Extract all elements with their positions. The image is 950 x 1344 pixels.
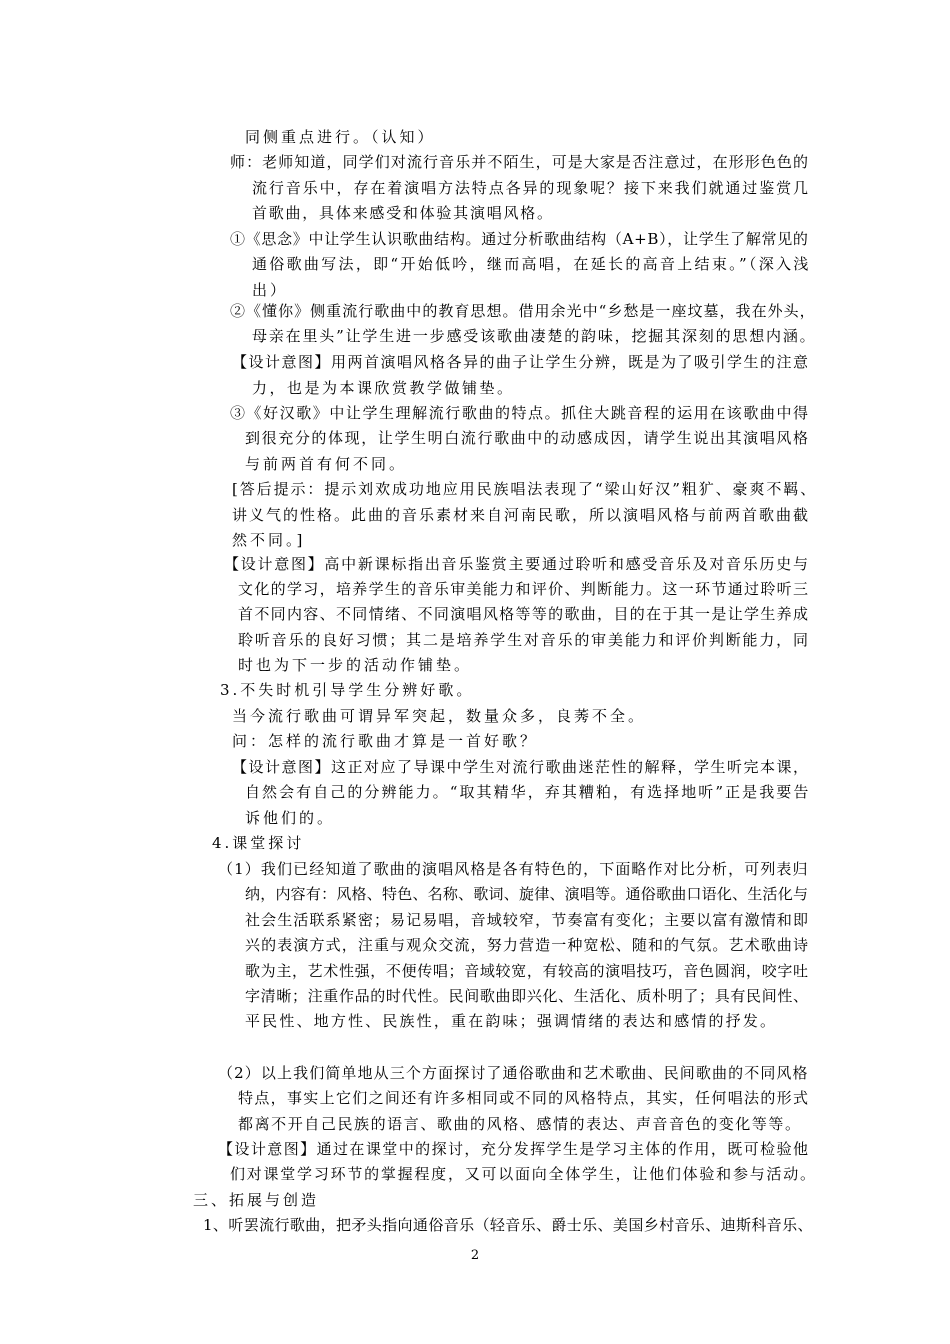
text-line: 纳，内容有：风格、特色、名称、歌词、旋律、演唱等。通俗歌曲口语化、生活化与 [245,885,809,903]
text-line: 歌为主，艺术性强，不便传唱；音域较宽，有较高的演唱技巧，音色圆润，咬字吐 [245,962,809,980]
text-line: 自然会有自己的分辨能力。“取其精华，弃其糟粕，有选择地听”正是我要告 [245,783,811,801]
text-line: 们对课堂学习环节的掌握程度，又可以面向全体学生，让他们体验和参与活动。 [230,1165,817,1183]
text-line: 三、拓展与创造 [193,1191,320,1209]
text-line: 流行音乐中，存在着演唱方法特点各异的现象呢？接下来我们就通过鉴赏几 [252,179,810,197]
text-line: 问：怎样的流行歌曲才算是一首好歌？ [232,732,539,750]
text-line: 首歌曲，具体来感受和体验其演唱风格。 [252,204,554,222]
text-line: 都离不开自己民族的语言、歌曲的风格、感情的表达、声音音色的变化等等。 [238,1115,802,1133]
text-line: 社会生活联系紧密；易记易唱，音域较窄，节奏富有变化；主要以富有激情和即 [245,911,810,929]
text-line: 与前两首有何不同。 [245,455,408,473]
text-line: 诉他们的。 [245,809,336,827]
text-line: 【设计意图】通过在课堂中的探讨，充分发挥学生是学习主体的作用，既可检验他 [218,1140,810,1158]
text-line: 字清晰；注重作品的时代性。民间歌曲即兴化、生活化、质朴明了；具有民间性、 [245,987,809,1005]
text-line: 然不同。] [232,531,306,549]
text-line: 讲义气的性格。此曲的音乐素材来自河南民歌，所以演唱风格与前两首歌曲截 [232,506,811,524]
text-line: 聆听音乐的良好习惯；其二是培养学生对音乐的审美能力和评价判断能力，同 [238,631,810,649]
text-line: 师：老师知道，同学们对流行音乐并不陌生，可是大家是否注意过，在形形色色的 [230,153,810,171]
text-line: 文化的学习，培养学生的音乐审美能力和评价、判断能力。这一环节通过聆听三 [238,580,810,598]
text-line: 【设计意图】高中新课标指出音乐鉴赏主要通过聆听和感受音乐及对音乐历史与 [224,555,810,573]
text-line: ③《好汉歌》中让学生理解流行歌曲的特点。抓住大跳音程的运用在该歌曲中得 [230,404,810,422]
text-line: ②《懂你》侧重流行歌曲中的教育思想。借用余光中“乡愁是一座坟墓，我在外头， [230,302,816,320]
text-line: 3.不失时机引导学生分辨好歌。 [220,681,475,699]
text-line: 时也为下一步的活动作铺垫。 [238,656,473,674]
text-line: 1、听罢流行歌曲，把矛头指向通俗音乐（轻音乐、爵士乐、美国乡村音乐、迪斯科音乐、 [203,1216,813,1234]
text-line: ①《思念》中让学生认识歌曲结构。通过分析歌曲结构（A+B），让学生了解常见的 [230,230,809,248]
text-line: 【设计意图】这正对应了导课中学生对流行歌曲迷茫性的解释，学生听完本课， [232,758,810,776]
text-line: 兴的表演方式，注重与观众交流，努力营造一种宽松、随和的气氛。艺术歌曲诗 [245,936,810,954]
text-line: 出） [252,281,289,299]
text-line: 【设计意图】用两首演唱风格各异的曲子让学生分辨，既是为了吸引学生的注意 [232,353,810,371]
page-number: 2 [470,1248,480,1263]
text-line: 当今流行歌曲可谓异军突起，数量众多，良莠不全。 [232,707,647,725]
text-line: 母亲在里头”让学生进一步感受该歌曲凄楚的韵味，挖掘其深刻的思想内涵。 [252,327,817,345]
text-line: 平民性、地方性、民族性，重在韵味；强调情绪的表达和感情的抒发。 [245,1012,778,1030]
text-line: 到很充分的体现，让学生明白流行歌曲中的动感成因，请学生说出其演唱风格 [245,429,810,447]
text-line: 首不同内容、不同情绪、不同演唱风格等等的歌曲，目的在于其一是让学生养成 [238,605,810,623]
text-line: 同侧重点进行。（认知） [245,128,436,146]
text-line: （1）我们已经知道了歌曲的演唱风格是各有特色的，下面略作对比分析，可列表归 [218,860,809,878]
text-line: （2）以上我们简单地从三个方面探讨了通俗歌曲和艺术歌曲、民间歌曲的不同风格 [218,1064,809,1082]
text-line: 特点，事实上它们之间还有许多相同或不同的风格特点，其实，任何唱法的形式 [238,1089,810,1107]
text-line: 4.课堂探讨 [212,834,305,852]
text-line: [答后提示：提示刘欢成功地应用民族唱法表现了“梁山好汉”粗犷、豪爽不羁、 [232,480,818,498]
text-line: 力，也是为本课欣赏教学做铺垫。 [252,379,515,397]
text-line: 通俗歌曲写法，即“开始低吟，继而高唱，在延长的高音上结束。”（深入浅 [252,255,811,273]
